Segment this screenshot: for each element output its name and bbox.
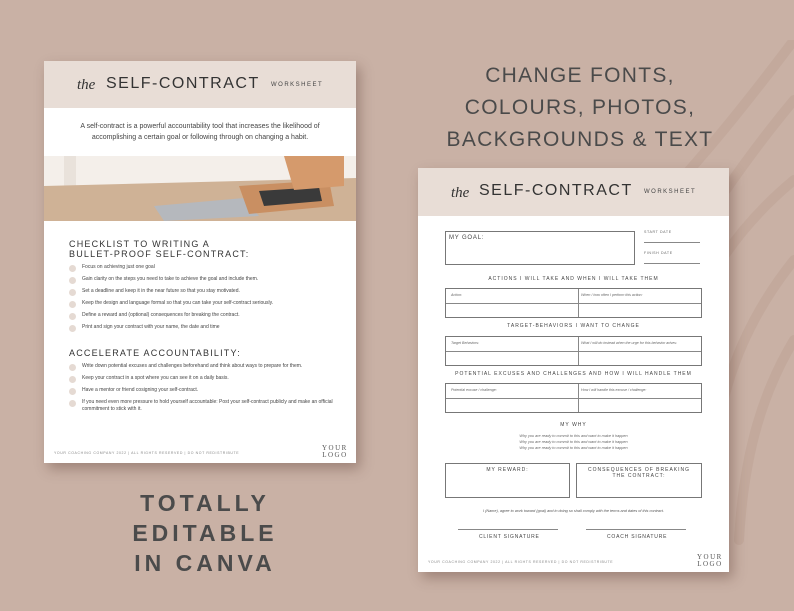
bullet-dot-icon — [69, 325, 76, 332]
checklist-item-text: Focus on achieving just one goal — [82, 264, 155, 270]
target-title: TARGET-BEHAVIORS I WANT TO CHANGE — [507, 323, 640, 329]
table-column-divider — [578, 289, 579, 317]
finish-date-label: FINISH DATE — [644, 251, 673, 255]
handle-col-header: How I will handle this excuse / challenge: — [581, 388, 647, 392]
checklist-item — [69, 312, 339, 320]
instead-col-header: What I will do instead when the urge for this behavior arises: — [581, 341, 677, 345]
logo-line: LOGO — [697, 560, 723, 568]
logo-line: LOGO — [322, 451, 348, 459]
worksheet-page-form — [418, 168, 729, 572]
consequences-label — [577, 467, 701, 479]
checklist-title-line: BULLET-PROOF SELF-CONTRACT: — [69, 249, 250, 259]
checklist-item-text: Set a deadline and keep it in the near future so that you stay motivated. — [82, 288, 240, 294]
accelerate-item-text: Have a mentor or friend cosigning your self-contract. — [82, 387, 199, 393]
client-signature-label: CLIENT SIGNATURE — [479, 534, 540, 540]
promo-line: COLOURS, PHOTOS, — [464, 96, 696, 119]
table-column-divider — [578, 384, 579, 412]
target-col-header: Target Behaviors: — [451, 341, 480, 345]
action-col-header: Action: — [451, 293, 462, 297]
coach-signature-field[interactable] — [586, 529, 686, 530]
actions-title: ACTIONS I WILL TAKE AND WHEN I WILL TAKE THEM — [488, 276, 659, 282]
checklist-title-line: CHECKLIST TO WRITING A — [69, 239, 210, 249]
logo-line: YOUR — [697, 553, 723, 561]
checklist-item-text: Keep the design and language formal so that you can take your self-contract seriously. — [82, 300, 274, 306]
consequences-field[interactable] — [576, 463, 702, 498]
bullet-dot-icon — [69, 265, 76, 272]
table-column-divider — [578, 337, 579, 365]
worksheet-page-info — [44, 61, 356, 463]
title-main: SELF-CONTRACT — [479, 182, 633, 199]
target-table — [445, 336, 702, 366]
excuses-table — [445, 383, 702, 413]
bullet-dot-icon — [69, 289, 76, 296]
finish-date-field[interactable] — [644, 263, 700, 264]
excuse-col-header: Potential excuse / challenge: — [451, 388, 497, 392]
checklist-title — [69, 239, 249, 259]
why-lines — [418, 433, 729, 451]
checklist-item — [69, 264, 339, 272]
title-the: the — [77, 77, 96, 93]
bullet-dot-icon — [69, 301, 76, 308]
accelerate-item-text: If you need even more pressure to hold yourself accountable: Post your self-contract publicly and make an official commitment to stick with it. — [82, 399, 333, 412]
bullet-dot-icon — [69, 388, 76, 395]
logo-line: YOUR — [322, 444, 348, 452]
checklist-item-text: Gain clarity on the steps you need to take to achieve the goal and include them. — [82, 276, 259, 282]
checklist-item-text: Print and sign your contract with your name, the date and time — [82, 324, 220, 330]
promo-line: IN CANVA — [134, 550, 276, 576]
accelerate-item — [69, 363, 339, 371]
why-line: Why you are ready to commit to this and want to make it happen — [519, 446, 628, 450]
desk-laptop-photo — [44, 156, 356, 221]
checklist-item — [69, 324, 339, 332]
accelerate-item — [69, 387, 339, 395]
table-divider — [446, 351, 701, 352]
client-signature-field[interactable] — [458, 529, 558, 530]
goal-field[interactable] — [445, 231, 635, 265]
promo-line: CHANGE FONTS, — [485, 64, 675, 87]
coach-signature-label: COACH SIGNATURE — [607, 534, 668, 540]
promo-editable-text — [110, 488, 300, 578]
accelerate-list — [69, 363, 339, 416]
accelerate-item — [69, 399, 339, 412]
page-header — [44, 61, 356, 108]
consequences-label-line: CONSEQUENCES OF BREAKING — [587, 467, 691, 473]
photo-illustration — [44, 156, 356, 221]
table-divider — [446, 398, 701, 399]
reward-field[interactable] — [445, 463, 570, 498]
start-date-field[interactable] — [644, 242, 700, 243]
page-header — [418, 168, 729, 216]
checklist — [69, 264, 339, 336]
your-logo — [697, 554, 723, 568]
checklist-item — [69, 288, 339, 296]
bullet-dot-icon — [69, 376, 76, 383]
title-worksheet: WORKSHEET — [644, 189, 697, 195]
agreement-text: I (Name), agree to work toward (goal) and in doing so shall comply with the terms and dates of this contract. — [482, 509, 665, 513]
page-footer: YOUR COACHING COMPANY 2022 | ALL RIGHTS RESERVED | DO NOT REDISTRIBUTE — [428, 560, 614, 564]
accelerate-title: ACCELERATE ACCOUNTABILITY: — [69, 348, 241, 358]
goal-label: MY GOAL: — [449, 235, 485, 241]
accelerate-item — [69, 375, 339, 383]
table-divider — [446, 303, 701, 304]
promo-line: BACKGROUNDS & TEXT — [446, 128, 714, 151]
checklist-item — [69, 276, 339, 284]
checklist-item-text: Define a reward and (optional) consequences for breaking the contract. — [82, 312, 240, 318]
bullet-dot-icon — [69, 400, 76, 407]
why-line: Why you are ready to commit to this and want to make it happen — [519, 434, 628, 438]
checklist-item — [69, 300, 339, 308]
title-main: SELF-CONTRACT — [106, 75, 260, 92]
accelerate-item-text: Write down potential excuses and challenges beforehand and think about ways to prepare for them. — [82, 363, 303, 369]
when-col-header: When / how often I perform this action: — [581, 293, 643, 297]
bullet-dot-icon — [69, 313, 76, 320]
intro-text: A self-contract is a powerful accountability tool that increases the likelihood of accomplishing a certain goal or following through on changing a habit. — [80, 123, 320, 141]
accelerate-item-text: Keep your contract in a spot where you can see it on a daily basis. — [82, 375, 229, 381]
reward-label: MY REWARD: — [486, 467, 529, 473]
promo-line: TOTALLY — [140, 490, 270, 516]
title-the: the — [451, 185, 470, 201]
title-worksheet: WORKSHEET — [271, 82, 324, 88]
promo-change-text — [440, 60, 720, 156]
why-line: Why you are ready to commit to this and want to make it happen — [519, 440, 628, 444]
consequences-label-line: THE CONTRACT: — [612, 473, 666, 479]
start-date-label: START DATE — [644, 230, 672, 234]
promo-line: EDITABLE — [132, 520, 278, 546]
excuses-title: POTENTIAL EXCUSES AND CHALLENGES AND HOW I WILL HANDLE THEM — [455, 371, 692, 377]
why-title: MY WHY — [560, 422, 587, 428]
bullet-dot-icon — [69, 364, 76, 371]
page-footer: YOUR COACHING COMPANY 2022 | ALL RIGHTS RESERVED | DO NOT REDISTRIBUTE — [54, 451, 240, 455]
your-logo — [322, 445, 348, 459]
actions-table — [445, 288, 702, 318]
bullet-dot-icon — [69, 277, 76, 284]
